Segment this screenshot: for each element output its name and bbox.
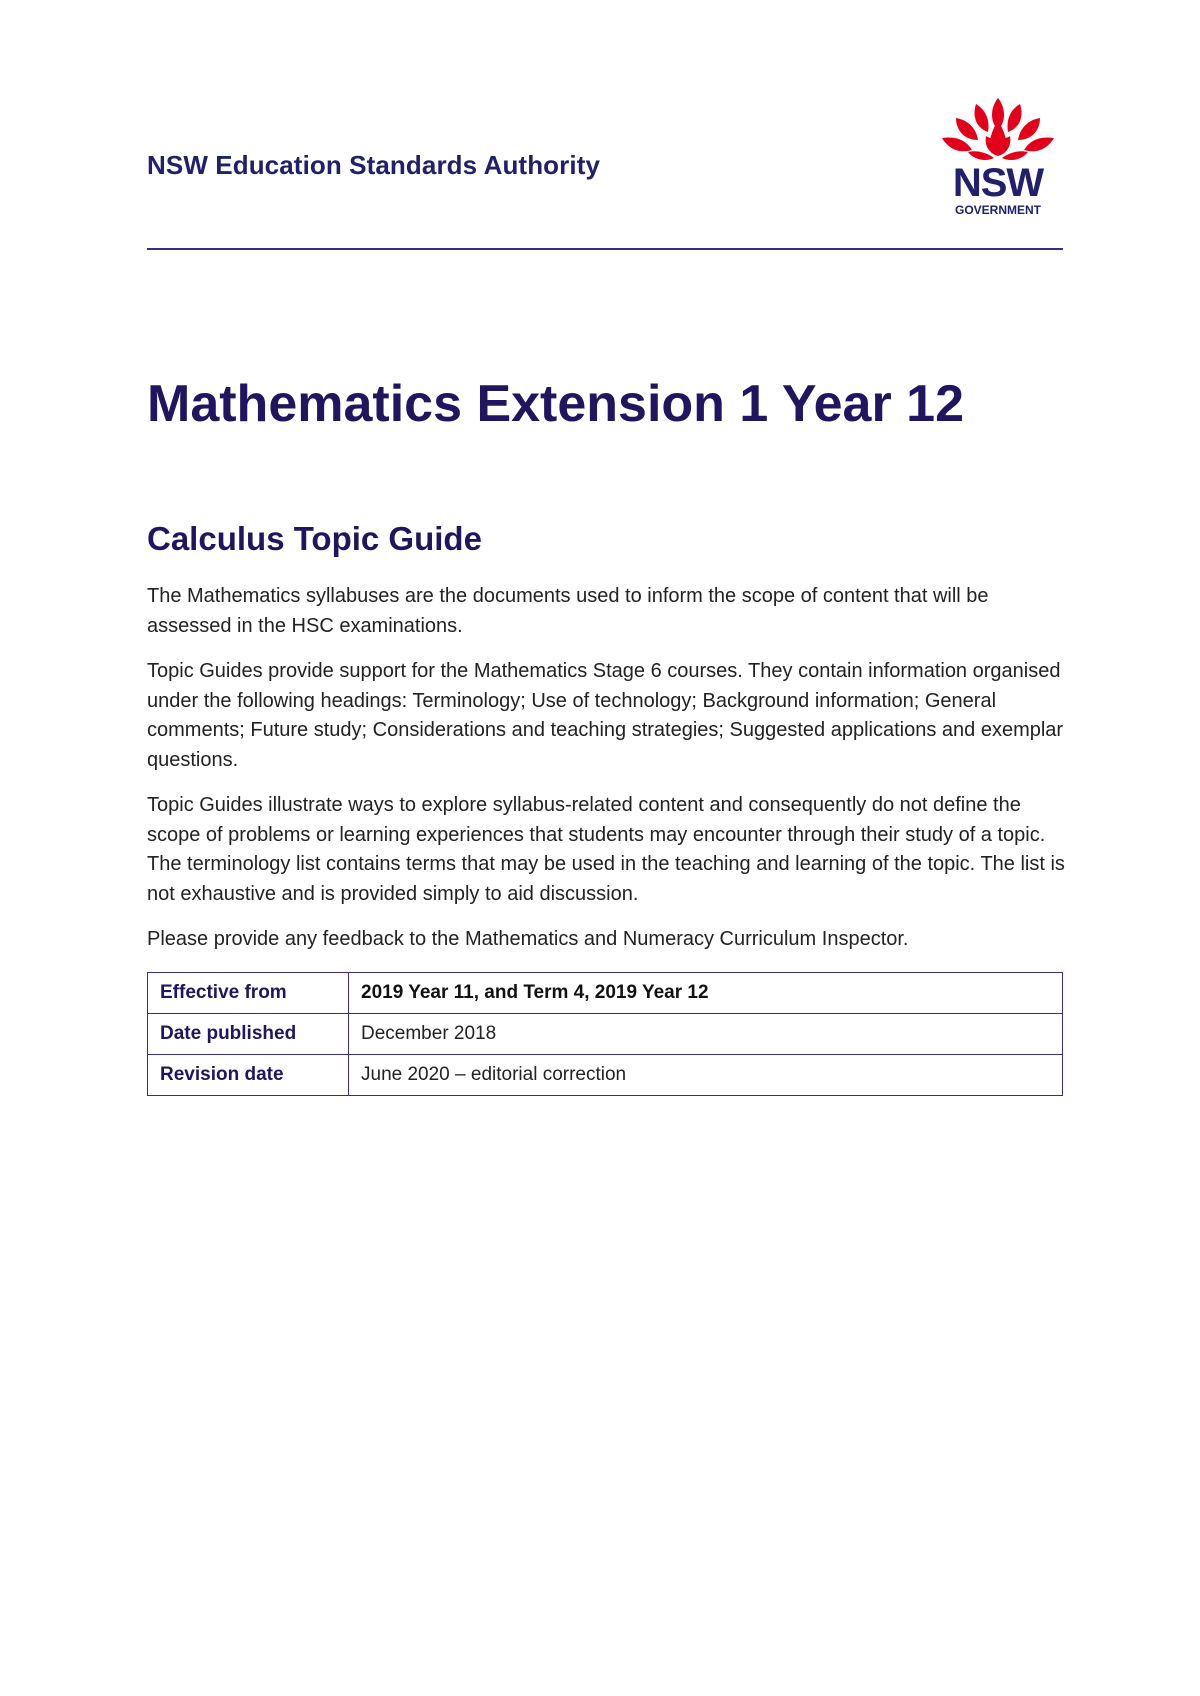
paragraph: The Mathematics syllabuses are the documents used to inform the scope of content that will be assessed in the HSC examinations. (147, 585, 989, 637)
intro-text (147, 582, 1067, 971)
header-divider (147, 248, 1063, 250)
paragraph: Please provide any feedback to the Mathematics and Numeracy Curriculum Inspector. (147, 928, 909, 950)
revision-date-value: June 2020 – editorial correction (349, 1055, 1063, 1096)
effective-from-label: Effective from (148, 973, 349, 1014)
document-subtitle: Calculus Topic Guide (147, 520, 482, 557)
nsw-government-logo (938, 96, 1058, 218)
paragraph: Topic Guides illustrate ways to explore syllabus-related content and consequently do not define the scope of problems or learning experiences that students may encounter through their study of a topic. The terminology list contains terms that may be used in the teaching and learning of the topic. The list is not exhaustive and is provided simply to aid discussion. (147, 794, 1065, 905)
logo-wordmark: NSW (952, 161, 1044, 205)
document-title: Mathematics Extension 1 Year 12 (147, 375, 964, 433)
date-published-label: Date published (148, 1014, 349, 1055)
table-row (148, 973, 1063, 1014)
date-published-value: December 2018 (349, 1014, 1063, 1055)
authority-name: NSW Education Standards Authority (147, 150, 601, 180)
waratah-flower-icon (942, 98, 1054, 160)
paragraph: Topic Guides provide support for the Mathematics Stage 6 courses. They contain information organised under the following headings: Terminology; Use of technology; Background information; General comments; Future study; Considerations and teaching strategies; Suggested applications and exemplar questions. (147, 660, 1064, 771)
document-info-table (147, 972, 1063, 1096)
logo-subtext: GOVERNMENT (954, 203, 1042, 217)
effective-from-value: 2019 Year 11, and Term 4, 2019 Year 12 (349, 973, 1063, 1014)
table-row (148, 1055, 1063, 1096)
revision-date-label: Revision date (148, 1055, 349, 1096)
table-row (148, 1014, 1063, 1055)
